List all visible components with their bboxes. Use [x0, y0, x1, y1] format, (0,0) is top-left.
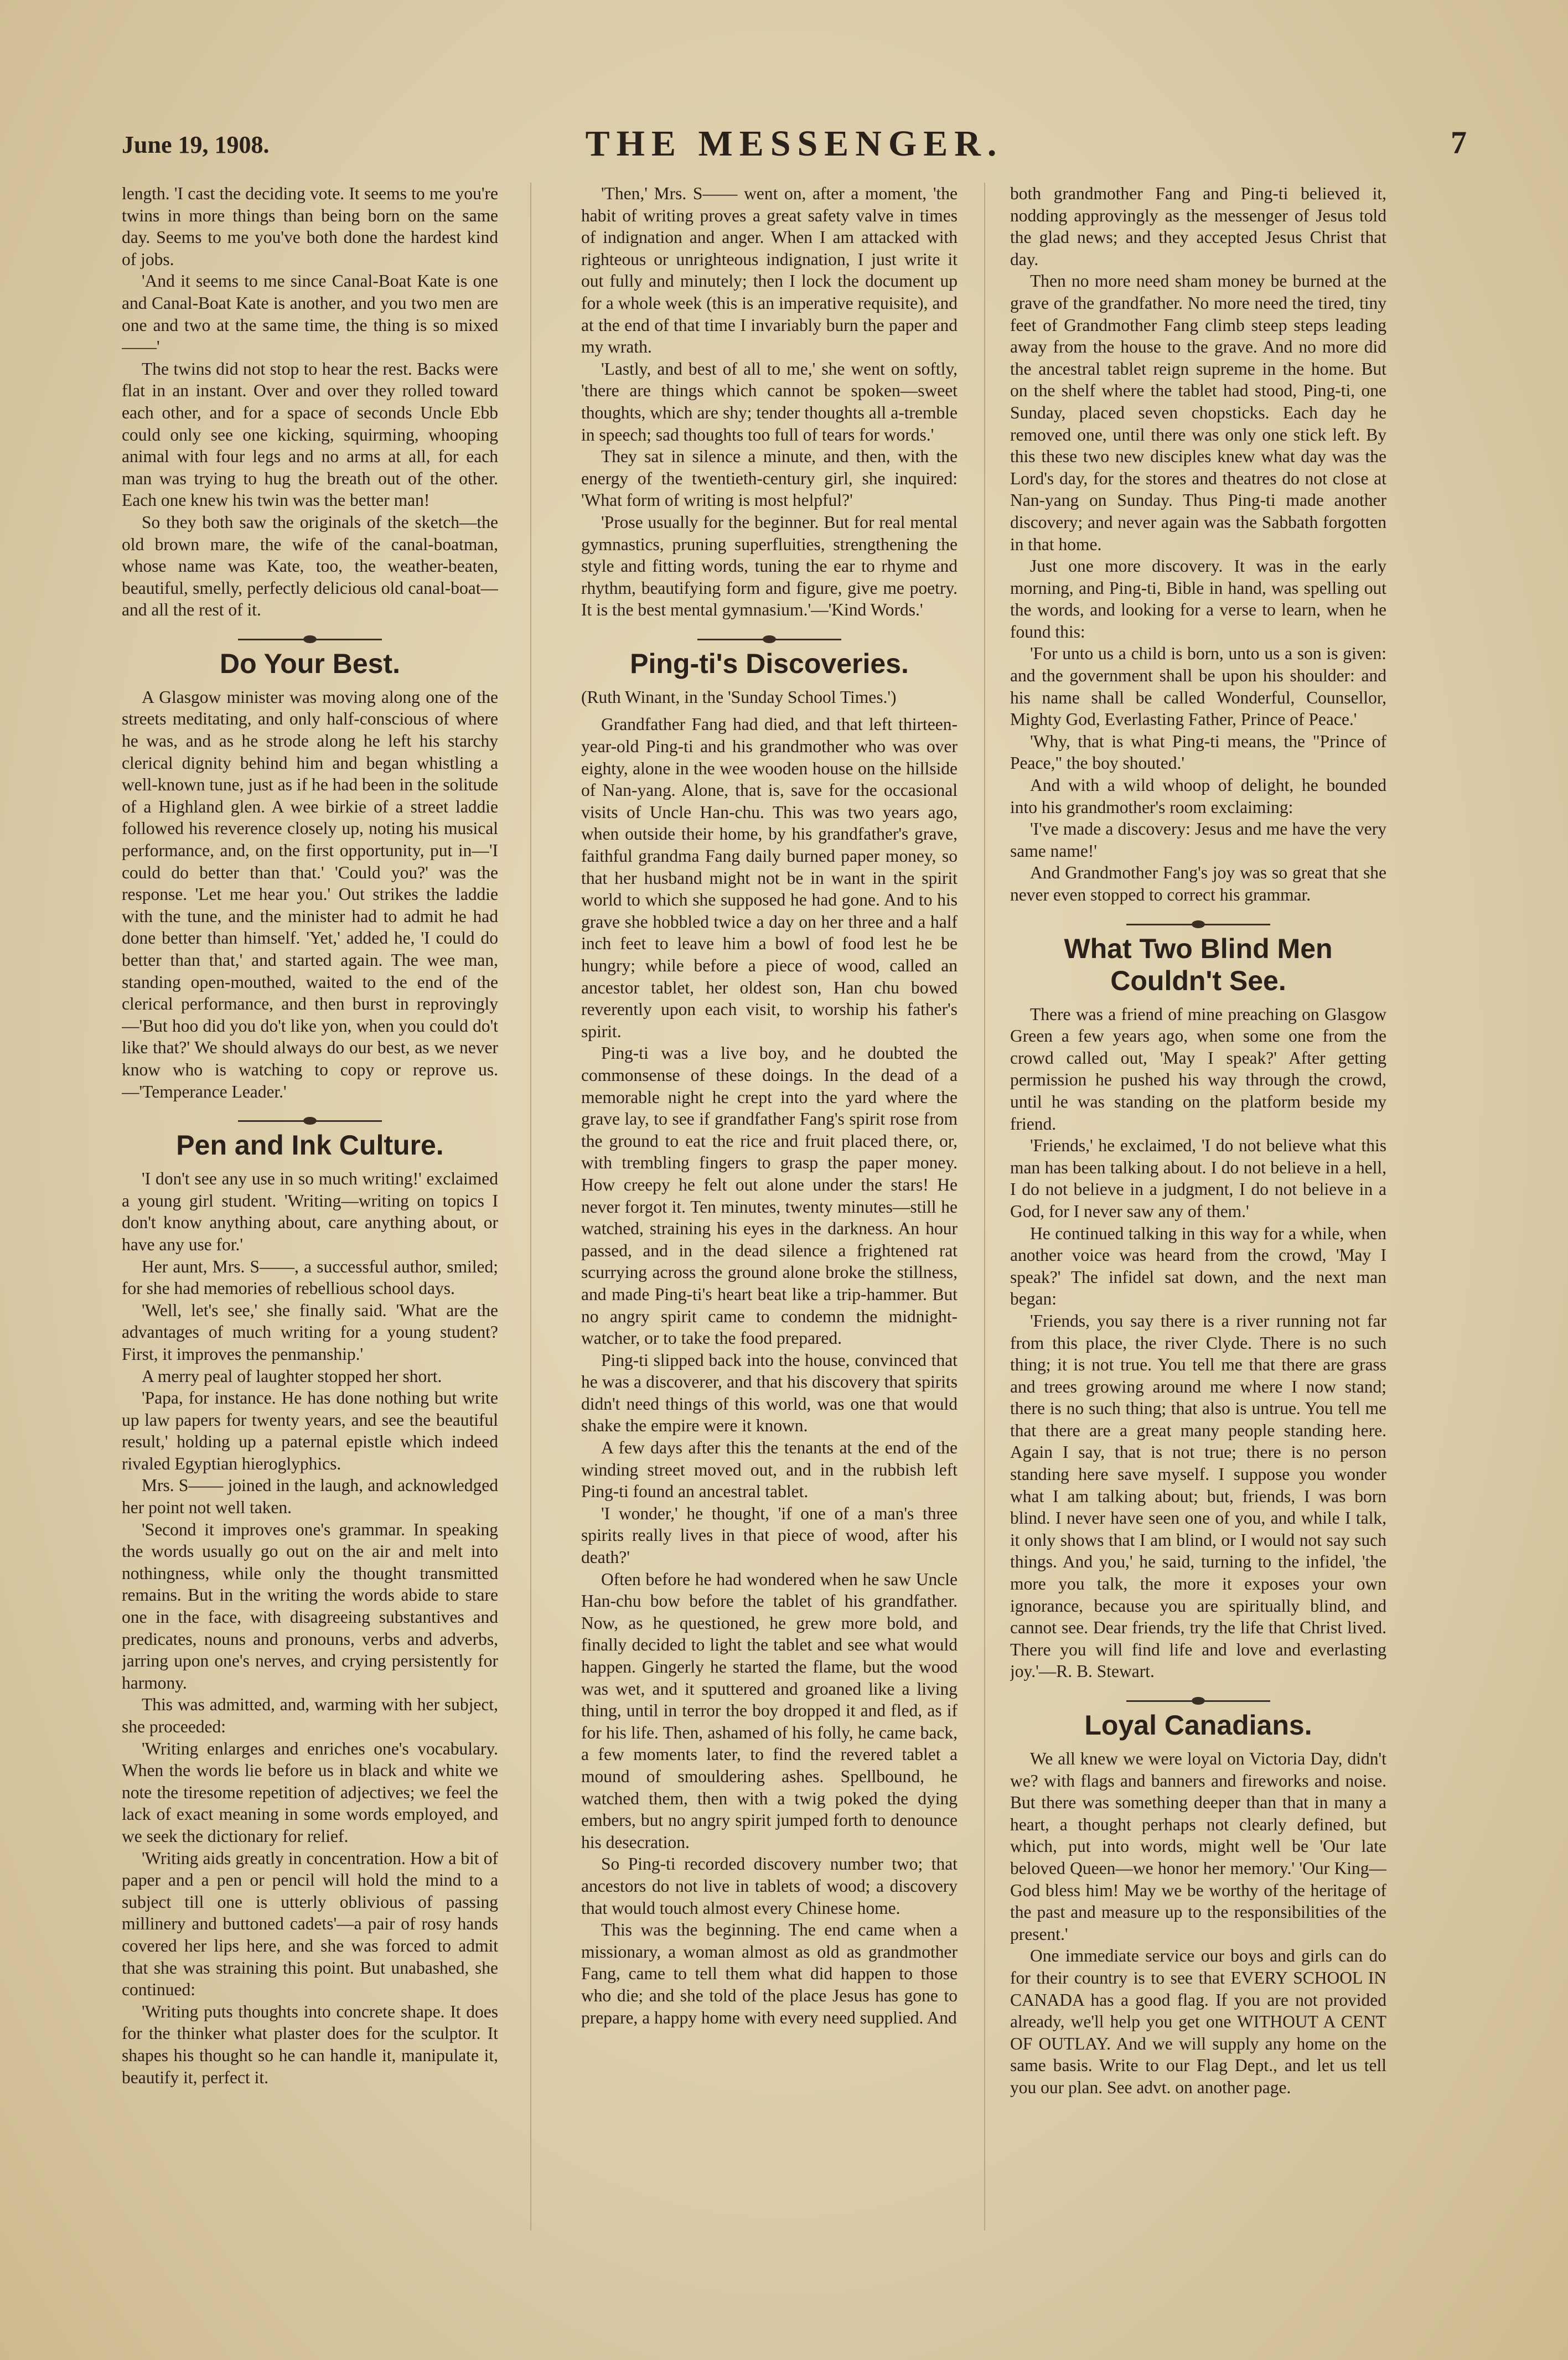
article-paragraph: 'For unto us a child is born, unto us a son is given: and the government shall be upon his shoulder: and his name shall be called Wonderful, Counsellor, Mighty God, Everlasting Father, Prince of Peace.'	[1010, 644, 1386, 729]
article-paragraph: 'Lastly, and best of all to me,' she went on softly, 'there are things which cannot be spoken—sweet thoughts, which are shy; tender thoughts all a-tremble in speech; sad thoughts too full of tears for words.'	[581, 359, 958, 444]
article-headline: Do Your Best.	[220, 648, 400, 679]
article-paragraph: 'Writing aids greatly in concentration. How a bit of paper and a pen or pencil will hold the mind to a subject till one is utterly oblivious of passing millinery and buttoned cadets'—a pair of rosy hands covered her lips here, and she was forced to admit that she was straining this point. But unabashed, she continued:	[122, 1848, 498, 2000]
column-1	[122, 183, 498, 2230]
article-paragraph: 'Why, that is what Ping-ti means, the "Prince of Peace," the boy shouted.'	[1010, 731, 1386, 773]
article-paragraph: 'I've made a discovery: Jesus and me have the very same name!'	[1010, 819, 1386, 861]
article-paragraph: 'Second it improves one's grammar. In speaking the words usually go out on the air and melt into nothingness, while only the thought transmitted remains. But in the writing the words abide to stare one in the face, with disagreeing substantives and predicates, nouns and pronouns, verbs and adverbs, jarring upon one's nerves, and crying persistently for harmony.	[122, 1519, 498, 1693]
article-paragraph: 'Then,' Mrs. S—— went on, after a moment, 'the habit of writing proves a great safety valve in times of indignation and anger. When I am attacked with righteous or unrighteous indignation, I just write it out fully and minutely; then I lock the document up for a whole week (this is an imperative requisite), and at the end of that time I invariably burn the paper and my wrath.	[581, 184, 958, 357]
article-paragraph: Then no more need sham money be burned at the grave of the grandfather. No more need the tired, tiny feet of Grandmother Fang climb steep steps leading away from the house to the grave. And no more did the ancestral tablet reign supreme in the home. But on the shelf where the tablet had stood, Ping-ti, one Sunday, placed seven chopsticks. Each day he removed one, until there was only one stick left. By this these two new disciples knew what day was the Lord's day, for the stores and theatres do not close at Nan-yang on Sunday. Thus Ping-ti made another discovery; and never again was the Sabbath forgotten in that home.	[1010, 271, 1386, 554]
article-paragraph: A merry peal of laughter stopped her short.	[142, 1366, 442, 1386]
article-paragraph: The twins did not stop to hear the rest. Backs were flat in an instant. Over and over they rolled toward each other, and for a space of seconds Uncle Ebb could only see one kicking, squirming, whooping animal with four legs and no arms at all, for each man was trying to hug the breath out of the other. Each one knew his twin was the better man!	[122, 359, 498, 510]
column-divider	[984, 183, 985, 2230]
article-paragraph: 'Writing enlarges and enriches one's vocabulary. When the words lie before us in black and white we note the tiresome repetition of adjectives; we feel the lack of exact meaning in some words employed, and we seek the dictionary for relief.	[122, 1738, 498, 1846]
column-2	[581, 183, 958, 2230]
article-paragraph: 'I don't see any use in so much writing!' exclaimed a young girl student. 'Writing—writing on topics I don't know anything about, care anything about, or have any use for.'	[122, 1169, 498, 1254]
article-paragraph: Ping-ti slipped back into the house, convinced that he was a discoverer, and that his discovery that spirits didn't need things of this world, was one that would shake the empire were it known.	[581, 1350, 958, 1436]
article-paragraph: This was the beginning. The end came when a missionary, a woman almost as old as grandmother Fang, came to tell them what did happen to those who die; and she told of the place Jesus has gone to prepare, a happy home with every need supplied. And	[581, 1920, 958, 2027]
page-header	[122, 121, 1467, 170]
article-paragraph: Mrs. S—— joined in the laugh, and acknowledged her point not well taken.	[122, 1476, 498, 1518]
article-paragraph: 'Prose usually for the beginner. But for real mental gymnastics, pruning superfluities, strengthening the style and fitting words, tuning the ear to rhyme and rhythm, beautifying form and figure, give me poetry. It is the best mental gymnasium.'—'Kind Words.'	[581, 512, 958, 620]
article-paragraph: So Ping-ti recorded discovery number two; that ancestors do not live in tablets of wood; a discovery that would touch almost every Chinese home.	[581, 1854, 958, 1918]
article-paragraph: 'And it seems to me since Canal-Boat Kate is one and Canal-Boat Kate is another, and you two men are one and two at the same time, the thing is so mixed——'	[122, 271, 498, 357]
article-paragraph: And with a wild whoop of delight, he bounded into his grandmother's room exclaiming:	[1010, 775, 1386, 817]
article-paragraph: So they both saw the originals of the sketch—the old brown mare, the wife of the canal-boatman, whose name was Kate, too, the weather-beaten, beautiful, smelly, perfectly delicious old canal-boat—and all the rest of it.	[122, 512, 498, 620]
article-headline: Ping-ti's Discoveries.	[630, 648, 909, 679]
article-paragraph: There was a friend of mine preaching on Glasgow Green a few years ago, when some one from the crowd called out, 'May I speak?' After getting permission he pushed his way through the crowd, until he was standing on the platform beside my friend.	[1010, 1004, 1386, 1134]
column-divider	[530, 183, 531, 2230]
column-3	[1010, 183, 1386, 2230]
article-paragraph: 'Writing puts thoughts into concrete shape. It does for the thinker what plaster does for the sculptor. It shapes his thought so he can handle it, manipulate it, beautify it, perfect it.	[122, 2001, 498, 2087]
article-paragraph: both grandmother Fang and Ping-ti believed it, nodding approvingly as the messenger of Jesus told the glad news; and they accepted Jesus Christ that day.	[1010, 184, 1386, 269]
article-headline: Pen and Ink Culture.	[176, 1130, 444, 1161]
issue-date: June 19, 1908.	[122, 131, 270, 158]
article-paragraph: 'Well, let's see,' she finally said. 'What are the advantages of much writing for a young student? First, it improves the penmanship.'	[122, 1300, 498, 1364]
article-paragraph: A few days after this the tenants at the end of the winding street moved out, and in the rubbish left Ping-ti found an ancestral tablet.	[581, 1438, 958, 1502]
article-paragraph: Just one more discovery. It was in the early morning, and Ping-ti, Bible in hand, was spelling out the words, and looking for a verse to learn, when he found this:	[1010, 556, 1386, 641]
article-paragraph: One immediate service our boys and girls can do for their country is to see that EVERY SCHOOL IN CANADA has a good flag. If you are not provided already, we'll help you get one WITHOUT A CENT OF OUTLAY. And we will supply any home on the same basis. Write to our Flag Dept., and let us tell you our plan. See advt. on another page.	[1010, 1946, 1386, 2097]
article-paragraph: Grandfather Fang had died, and that left thirteen-year-old Ping-ti and his grandmother who was over eighty, alone in the wee wooden house on the hillside of Nan-yang. Alone, that is, save for the occasional visits of Uncle Han-chu. This was two years ago, when outside their home, by his grandfather's grave, faithful grandma Fang daily burned paper money, so that her husband might not be in want in the spirit world to which she supposed he had gone. And to his grave she hobbled twice a day on her three and a half inch feet to leave him a bowl of food lest he be hungry; while before a piece of wood, called an ancestor tablet, her oldest son, Han chu bowed reverently upon each visit, to worship his father's spirit.	[581, 715, 958, 1041]
article-paragraph: Her aunt, Mrs. S——, a successful author, smiled; for she had memories of rebellious school days.	[122, 1256, 498, 1298]
article-paragraph: Ping-ti was a live boy, and he doubted the commonsense of these doings. In the dead of a memorable night he crept into the yard where the grave lay, to see if grandfather Fang's spirit rose from the ground to eat the rice and fruit placed there, or, with trembling fingers to grasp the paper money. How creepy he felt out alone under the stars! He never forgot it. Ten minutes, twenty minutes—still he watched, straining his eyes in the darkness. An hour passed, and in the dead silence a frightened rat scurrying across the ground alone broke the stillness, and made Ping-ti's heart beat like a trip-hammer. But no angry spirit came to condemn the midnight-watcher, or to take the food prepared.	[581, 1043, 958, 1348]
article-paragraph: length. 'I cast the deciding vote. It seems to me you're twins in more things than being born on the same day. Seems to me you've both done the hardest kind of jobs.	[122, 184, 498, 269]
ornamental-rule	[238, 635, 382, 643]
article-paragraph: They sat in silence a minute, and then, with the energy of the twentieth-century girl, she inquired: 'What form of writing is most helpful?'	[581, 447, 958, 510]
article-headline: Loyal Canadians.	[1084, 1710, 1312, 1741]
page-number: 7	[1451, 125, 1467, 161]
article-paragraph: 'Friends, you say there is a river running not far from this place, the river Clyde. There is no such thing; it is not true. You tell me that there are grass and trees growing around me where I now stand; there is no such thing; that also is untrue. You tell me that there are a great many people standing here. Again I say, that is not true; there is no person standing here save myself. I suppose you wonder what I am talking about; but, friends, I was born blind. I never have seen one of you, and while I talk, it only shows that I am blind, or I would not say such things. And you,' he said, turning to the infidel, 'the more you talk, the more it exposes your own ignorance, because you are spiritually blind, and cannot see. Dear friends, try the life that Christ lived. There you will find life and love and everlasting joy.'—R. B. Stewart.	[1010, 1311, 1386, 1681]
ornamental-rule	[1126, 920, 1270, 928]
article-paragraph: And Grandmother Fang's joy was so great that she never even stopped to correct his grammar.	[1010, 863, 1386, 904]
article-paragraph: A Glasgow minister was moving along one of the streets meditating, and only half-conscious of where he was, and as he strode along he left his starchy clerical dignity behind him and began whistling a well-known tune, just as if he had been in the solitude of a Highland glen. A wee birkie of a street laddie followed his reverence closely up, noting his musical performance, and, on the first opportunity, put in—'I could do better than that.' 'Could you?' was the response. 'Let me hear you.' Out strikes the laddie with the tune, and the minister had to admit he had done better than himself. 'Yet,' added he, 'I could do better than that,' and started again. The wee man, standing open-mouthed, waited to the end of the clerical performance, and then burst in reprovingly—'But hoo did you do't like yon, when you could do't like that?' We should always do our best, as we never know who is watching to copy or reprove us.—'Temperance Leader.'	[122, 687, 498, 1101]
article-paragraph: This was admitted, and, warming with her subject, she proceeded:	[122, 1695, 498, 1736]
article-paragraph: 'Friends,' he exclaimed, 'I do not believe what this man has been talking about. I do not believe in a hell, I do not believe in a judgment, I do not believe in a God, for I never saw any of them.'	[1010, 1136, 1386, 1221]
article-paragraph: He continued talking in this way for a while, when another voice was heard from the crowd, 'May I speak?' The infidel sat down, and the next man began:	[1010, 1223, 1386, 1309]
masthead-title: THE MESSENGER.	[585, 123, 1003, 164]
article-credit: (Ruth Winant, in the 'Sunday School Times.')	[581, 687, 897, 707]
ornamental-rule	[1126, 1697, 1270, 1705]
ornamental-rule	[697, 635, 841, 643]
article-headline: What Two Blind Men Couldn't See.	[1064, 933, 1333, 996]
article-paragraph: 'I wonder,' he thought, 'if one of a man's three spirits really lives in that piece of wood, after his death?'	[581, 1503, 958, 1567]
article-paragraph: We all knew we were loyal on Victoria Day, didn't we? with flags and banners and fireworks and noise. But there was something deeper than that in many a heart, a thought perhaps not clearly defined, but which, put into words, might well be 'Our late beloved Queen—we honor her memory.' 'Our King—God bless him! May we be worthy of the heritage of the past and measure up to the responsibilities of the present.'	[1010, 1749, 1386, 1944]
ornamental-rule	[238, 1117, 382, 1125]
article-paragraph: Often before he had wondered when he saw Uncle Han-chu bow before the tablet of his grandfather. Now, as he questioned, he grew more bold, and finally decided to light the tablet and see what would happen. Gingerly he started the flame, but the wood was wet, and it sputtered and groaned like a living thing, until in terror the boy dropped it and fled, as if for his life. Then, ashamed of his folly, he came back, a few moments later, to find the revered tablet a mound of smouldering ashes. Spellbound, he watched them, then with a twig poked the dying embers, but no angry spirit jumped forth to denounce his desecration.	[581, 1569, 958, 1852]
article-paragraph: 'Papa, for instance. He has done nothing but write up law papers for twenty years, and see the beautiful result,' holding up a paternal epistle which indeed rivaled Egyptian hieroglyphics.	[122, 1388, 498, 1473]
